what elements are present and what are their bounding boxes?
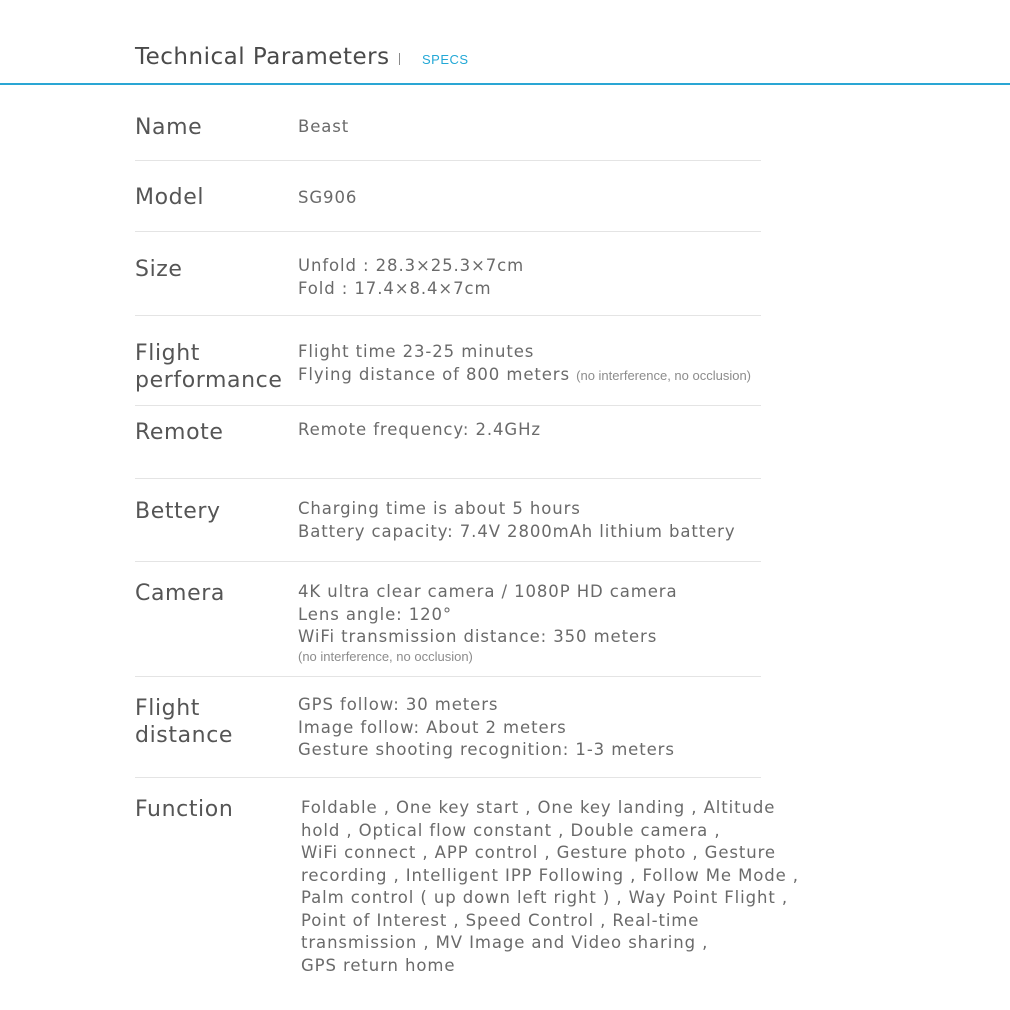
spec-row-flight-performance (135, 316, 761, 406)
spec-value (298, 694, 675, 762)
spec-value-line: Gesture shooting recognition: 1-3 meters (298, 740, 675, 759)
spec-row-function (135, 778, 799, 998)
spec-row-name (135, 86, 761, 161)
spec-value-line: WiFi transmission distance: 350 meters (298, 627, 658, 646)
spec-label: Camera (135, 581, 225, 606)
spec-value (298, 341, 751, 387)
spec-label-line: performance (135, 368, 283, 393)
spec-label: Size (135, 257, 183, 282)
spec-value (301, 797, 799, 977)
spec-value-line: recording , Intelligent IPP Following , Follow Me Mode , (301, 865, 799, 885)
spec-value-line: Battery capacity: 7.4V 2800mAh lithium battery (298, 521, 736, 541)
spec-value (298, 255, 524, 300)
spec-label: Remote (135, 420, 224, 445)
spec-row-flight-distance (135, 677, 761, 778)
spec-value-line: Image follow: About 2 meters (298, 717, 567, 737)
spec-value-line: Fold : 17.4×8.4×7cm (298, 278, 492, 298)
spec-value-line: GPS return home (301, 955, 456, 975)
spec-value-line: GPS follow: 30 meters (298, 695, 499, 714)
spec-value-line (298, 364, 751, 388)
page-title: Technical Parameters (135, 44, 390, 70)
spec-label (135, 695, 233, 749)
spec-value: SG906 (298, 188, 358, 207)
spec-value-line: Foldable , One key start , One key landing , Altitude (301, 798, 776, 817)
spec-label-line: distance (135, 723, 234, 748)
spec-label-line: Flight (135, 696, 201, 721)
spec-label: Name (135, 115, 203, 140)
spec-value-line: Palm control ( up down left right ) , Way Point Flight , (301, 888, 788, 907)
spec-label-line: Flight (135, 341, 201, 366)
spec-value-line: Flight time 23-25 minutes (298, 342, 535, 361)
spec-row-model (135, 161, 761, 232)
spec-value (298, 498, 735, 543)
spec-label: Function (135, 797, 234, 822)
spec-value-line: Charging time is about 5 hours (298, 499, 581, 518)
spec-row-camera (135, 562, 761, 677)
spec-value-text: Flying distance of 800 meters (298, 364, 570, 384)
spec-value-line: 4K ultra clear camera / 1080P HD camera (298, 582, 678, 601)
spec-value (298, 581, 677, 664)
spec-row-battery (135, 479, 761, 562)
spec-value-line: transmission , MV Image and Video sharing , (301, 933, 709, 952)
page-subtitle: SPECS (422, 52, 469, 67)
spec-value-line: Lens angle: 120° (298, 604, 453, 624)
spec-value-line: Unfold : 28.3×25.3×7cm (298, 256, 525, 275)
spec-label: Bettery (135, 499, 221, 524)
spec-value: Beast (298, 117, 350, 136)
spec-label (135, 340, 283, 394)
spec-note: (no interference, no occlusion) (576, 367, 752, 383)
spec-row-size (135, 232, 761, 316)
spec-value-line: WiFi connect , APP control , Gesture photo , Gesture (301, 843, 776, 862)
spec-value-line: Point of Interest , Speed Control , Real-time (301, 910, 700, 930)
spec-value-line: hold , Optical flow constant , Double camera , (301, 820, 721, 840)
spec-value: Remote frequency: 2.4GHz (298, 420, 541, 439)
spec-note: (no interference, no occlusion) (298, 648, 473, 664)
spec-label: Model (135, 185, 205, 210)
spec-row-remote (135, 406, 761, 479)
